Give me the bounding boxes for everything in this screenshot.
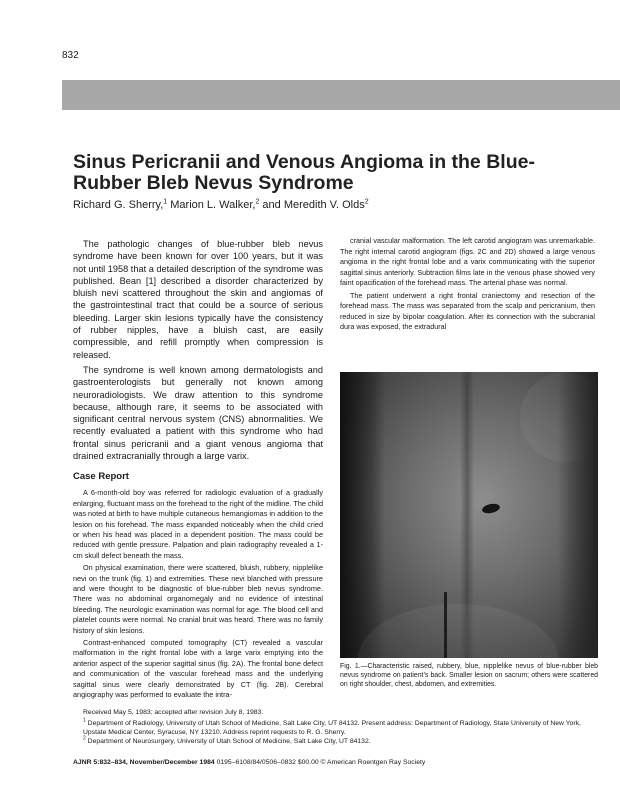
figure-1-photo <box>340 372 598 658</box>
page-number: 832 <box>62 50 79 61</box>
footnote <box>73 737 603 746</box>
case-report-paragraph: The patient underwent a right frontal craniectomy and resection of the forehead mass. The mass was separated from the scalp and pericranium, then reduced in size by bipolar coagulation. After its connection with the subcranial dura was exposed, the extradural <box>340 290 595 331</box>
received-date: Received May 5, 1983; accepted after revision July 8, 1983. <box>83 709 264 716</box>
case-report-paragraph: cranial vascular malformation. The left carotid angiogram was unremarkable. The right internal carotid angiogram (figs. 2C and 2D) showed a large venous angioma in the right frontal lobe and a varix communicating with the superior sagittal sinus anteriorly. Subtraction films late in the venous phase showed very faint opacification of the forehead mass. The arterial phase was normal. <box>340 236 595 287</box>
case-report-paragraph: Contrast-enhanced computed tomography (CT) revealed a vascular malformation in the right frontal lobe with a large varix emptying into the anterior aspect of the superior sagittal sinus (fig. 2A). The frontal bone defect and communication of the vascular forehead mass and the underlying sagittal sinus were clearly demonstrated by CT (fig. 2B). Cerebral angiography was performed to evaluate the intra- <box>73 638 323 700</box>
footnote <box>73 719 603 737</box>
author-affiliation-mark: 2 <box>255 198 260 206</box>
left-column <box>73 238 323 702</box>
introduction <box>73 238 323 462</box>
footnote-text: Department of Neurosurgery, University of Utah School of Medicine, Salt Lake City, UT 84132. <box>87 738 371 745</box>
footnote-mark: 2 <box>83 735 86 742</box>
case-report-heading: Case Report <box>73 471 129 483</box>
article-title: Sinus Pericranii and Venous Angioma in the Blue-Rubber Bleb Nevus Syndrome <box>73 151 535 194</box>
footnote-text: Department of Radiology, University of Utah School of Medicine, Salt Lake City, UT 84132. Present address: Department of Radiology, State University of New York, Upstate Medical Center, Syracuse, NY 13210. Address reprint requests to R. G. Sherry. <box>83 720 581 736</box>
case-report-paragraph: On physical examination, there were scattered, bluish, rubbery, nipplelike nevi on the trunk (fig. 1) and extremities. These nevi blanched with pressure and were thought to be diagnostic of blue-rubber bleb nevus syndrome. There was no abdominal organomegaly and no evidence of intestinal bleeding. The neurologic examination was normal for age. The blood cell and platelet counts were normal. No cranial bruit was heard. There was no family history of skin lesions. <box>73 563 323 635</box>
author-name: and Meredith V. Olds <box>262 199 365 211</box>
nevus-lesion <box>481 502 500 515</box>
author-name: Marion L. Walker, <box>170 199 256 211</box>
right-column <box>340 236 595 335</box>
author-name: Richard G. Sherry, <box>73 199 164 211</box>
author-affiliation-mark: 1 <box>163 198 168 206</box>
case-report-paragraph: A 6-month-old boy was referred for radiologic evaluation of a gradually enlarging, fluctuant mass on the forehead to the right of the midline. The child was noted at birth to have multiple cutaneous hemangiomas in addition to the lesion on his forehead. The mass expanded noticeably when the child cried or when his head was placed in a dependent position. The mass could be reduced with gentle pressure. Palpation and plain radiography revealed a 1-cm skull defect beneath the mass. <box>73 488 323 560</box>
header-bar <box>62 80 620 110</box>
intro-paragraph: The pathologic changes of blue-rubber bleb nevus syndrome have been known for over 100 years, but it was not until 1958 that a detailed description of the syndrome was published. Bean [1] described a disorder characterized by bluish nevi scattered throughout the skin and angiomas of the gastrointestinal tract that could be a source of serious bleeding. Larger skin lesions typically have the consistency of rubber nipples, have a bluish cast, are easily compressible, and refill promptly when compression is released. <box>73 239 323 360</box>
journal-citation <box>73 759 425 766</box>
journal-citation-bold: AJNR 5:832–834, November/December 1984 <box>73 759 215 766</box>
author-list <box>73 199 369 211</box>
intro-paragraph: The syndrome is well known among dermatologists and gastroenterologists but generally not known among neuroradiologists. We draw attention to this syndrome because, although rare, it seems to be associated with significant central nervous system (CNS) abnormalities. We recently evaluated a patient with this syndrome who had frontal sinus pericranii and a giant venous angioma that drained extracranially through a large varix. <box>73 364 323 462</box>
author-affiliation-mark: 2 <box>364 198 369 206</box>
footnotes <box>73 708 603 746</box>
footnote-mark: 1 <box>83 717 86 724</box>
journal-citation-rest: 0195–6108/84/0506–0832 $00.00 © American Roentgen Ray Society <box>214 759 426 766</box>
figure-caption: Fig. 1.—Characteristic raised, rubbery, blue, nipplelike nevus of blue-rubber bleb nevus syndrome on patient’s back. Smaller lesion on sacrum; others were scattered on right shoulder, chest, abdomen, and extremities. <box>340 663 598 688</box>
